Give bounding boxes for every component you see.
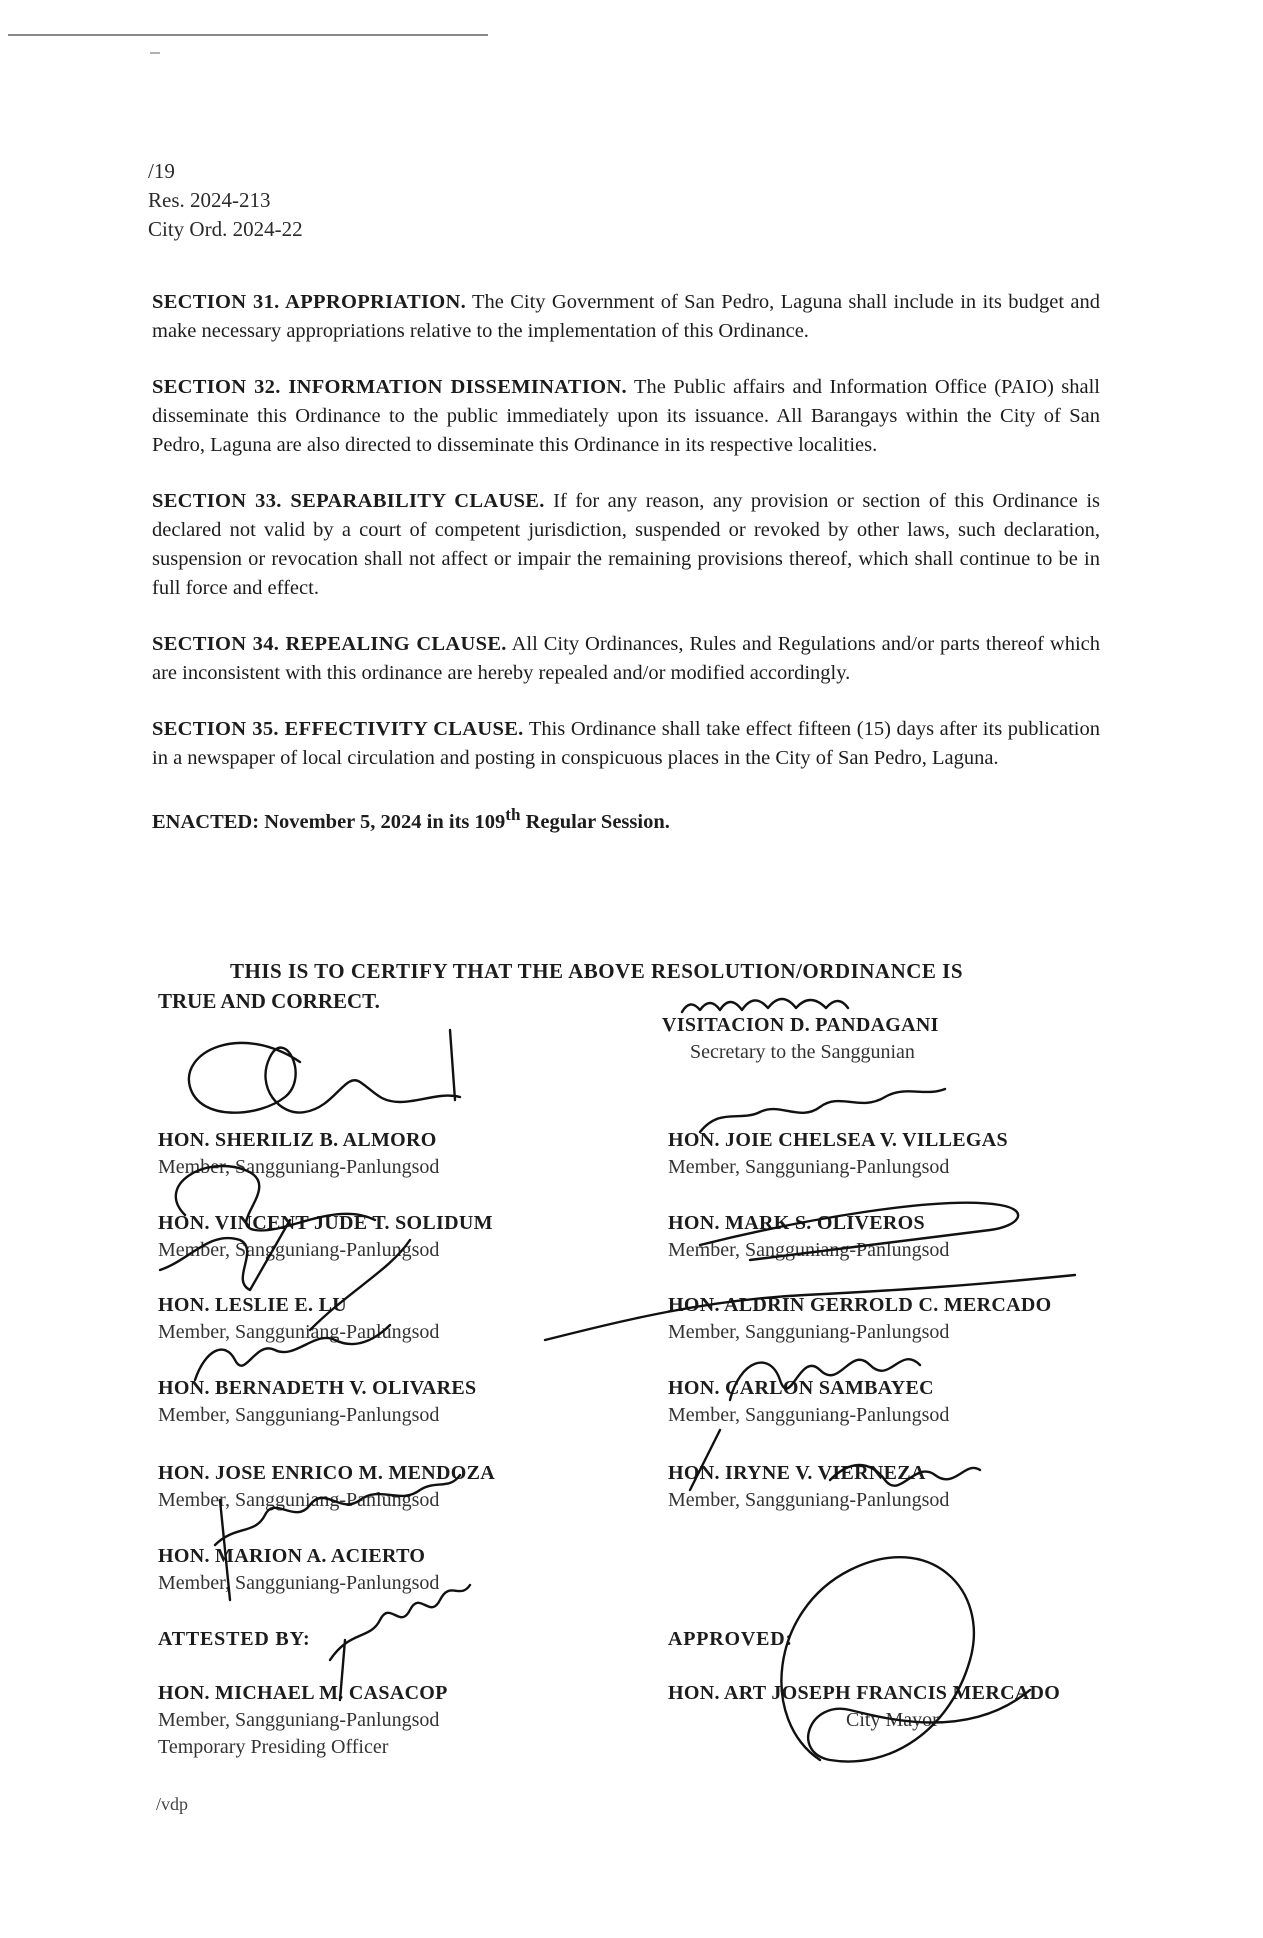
member-name: HON. JOSE ENRICO M. MENDOZA xyxy=(158,1462,496,1484)
enacted-label: ENACTED: xyxy=(152,810,260,833)
member-signature-block xyxy=(668,1375,949,1429)
member-role: Member, Sangguniang-Panlungsod xyxy=(158,1404,440,1426)
section-title: SECTION 33. SEPARABILITY CLAUSE. xyxy=(152,490,545,512)
member-signature-block xyxy=(668,1292,1051,1346)
certification-line-2: TRUE AND CORRECT. xyxy=(158,989,380,1013)
signature-almoro xyxy=(189,1030,460,1113)
section-34 xyxy=(152,630,1100,688)
section-31 xyxy=(152,288,1100,346)
secretary-signature-block xyxy=(662,1012,939,1066)
member-role: Member, Sangguniang-Panlungsod xyxy=(668,1489,950,1511)
section-text: All City Ordinances, Rules and Regulations and/or parts thereof which are inconsistent with this ordinance are hereby repealed and/or modified accordingly. xyxy=(152,633,1100,684)
approved-name: HON. ART JOSEPH FRANCIS MERCADO xyxy=(668,1682,1061,1704)
scan-speck xyxy=(150,52,160,54)
member-role: Member, Sangguniang-Panlungsod xyxy=(158,1321,440,1343)
section-32 xyxy=(152,373,1100,460)
member-name: HON. SHERILIZ B. ALMORO xyxy=(158,1129,437,1151)
member-role: Member, Sangguniang-Panlungsod xyxy=(668,1321,950,1343)
attested-name: HON. MICHAEL M. CASACOP xyxy=(158,1682,448,1704)
certification-statement xyxy=(158,956,1103,1016)
section-35 xyxy=(152,715,1100,773)
member-name: HON. CARLON SAMBAYEC xyxy=(668,1377,934,1399)
ordinal-suffix: th xyxy=(505,805,521,824)
enacted-date: November 5, 2024 in its 109 xyxy=(264,810,506,833)
ordinance-number: City Ord. 2024-22 xyxy=(148,217,303,241)
member-name: HON. LESLIE E. LU xyxy=(158,1294,348,1316)
member-signature-block xyxy=(668,1127,1008,1181)
signature-villegas xyxy=(700,1089,945,1132)
approved-role: City Mayor xyxy=(846,1709,939,1731)
member-name: HON. IRYNE V. VIERNEZA xyxy=(668,1462,926,1484)
member-role: Member, Sangguniang-Panlungsod xyxy=(668,1239,950,1261)
member-signature-block xyxy=(158,1127,439,1181)
attested-role: Member, Sangguniang-Panlungsod xyxy=(158,1709,440,1731)
member-signature-block xyxy=(158,1292,439,1346)
section-text: If for any reason, any provision or section of this Ordinance is declared not valid by a court of competent jurisdiction, suspended or revoked by other laws, such declaration, suspension or revocation shall not affect or impair the remaining provisions thereof, which shall continue to be in full force and effect. xyxy=(152,490,1100,599)
section-title: SECTION 34. REPEALING CLAUSE. xyxy=(152,633,507,655)
member-role: Member, Sangguniang-Panlungsod xyxy=(668,1156,950,1178)
member-signature-block xyxy=(668,1460,949,1514)
section-text: This Ordinance shall take effect fifteen (15) days after its publication in a newspaper of local circulation and posting in conspicuous places in the City of San Pedro, Laguna. xyxy=(152,718,1100,769)
secretary-name: VISITACION D. PANDAGANI xyxy=(662,1014,939,1036)
member-name: HON. JOIE CHELSEA V. VILLEGAS xyxy=(668,1129,1008,1151)
attested-label: ATTESTED BY: xyxy=(158,1628,311,1650)
document-header xyxy=(148,157,303,244)
section-text: The City Government of San Pedro, Laguna shall include in its budget and make necessary appropriations relative to the implementation of this Ordinance. xyxy=(152,291,1100,342)
enacted-session: Regular Session. xyxy=(525,810,670,833)
approved-signature-block xyxy=(668,1680,1060,1734)
member-role: Member, Sangguniang-Panlungsod xyxy=(158,1572,440,1594)
section-title: SECTION 32. INFORMATION DISSEMINATION. xyxy=(152,376,627,398)
section-title: SECTION 35. EFFECTIVITY CLAUSE. xyxy=(152,718,524,740)
member-name: HON. BERNADETH V. OLIVARES xyxy=(158,1377,477,1399)
member-name: HON. VINCENT JUDE T. SOLIDUM xyxy=(158,1212,493,1234)
section-text: The Public affairs and Information Office (PAIO) shall disseminate this Ordinance to the public immediately upon its issuance. All Barangays within the City of San Pedro, Laguna are also directed to disseminate this Ordinance in its respective localities. xyxy=(152,376,1100,456)
member-role: Member, Sangguniang-Panlungsod xyxy=(158,1239,440,1261)
scan-edge-line xyxy=(8,34,488,36)
approved-label: APPROVED: xyxy=(668,1628,793,1650)
member-name: HON. ALDRIN GERROLD C. MERCADO xyxy=(668,1294,1052,1316)
secretary-role: Secretary to the Sanggunian xyxy=(690,1041,915,1063)
page-reference: /19 xyxy=(148,159,175,183)
typist-initials: /vdp xyxy=(156,1794,189,1814)
resolution-number: Res. 2024-213 xyxy=(148,188,271,212)
section-title: SECTION 31. APPROPRIATION. xyxy=(152,291,467,313)
member-signature-block xyxy=(158,1543,439,1597)
section-33 xyxy=(152,487,1100,603)
certification-line-1: THIS IS TO CERTIFY THAT THE ABOVE RESOLUTION/ORDINANCE IS xyxy=(230,959,964,983)
member-role: Member, Sangguniang-Panlungsod xyxy=(158,1156,440,1178)
member-signature-block xyxy=(158,1460,495,1514)
member-signature-block xyxy=(668,1210,949,1264)
member-role: Member, Sangguniang-Panlungsod xyxy=(158,1489,440,1511)
attested-signature-block xyxy=(158,1680,448,1761)
ordinance-body xyxy=(152,288,1100,857)
attested-title: Temporary Presiding Officer xyxy=(158,1736,389,1758)
member-name: HON. MARION A. ACIERTO xyxy=(158,1545,426,1567)
member-role: Member, Sangguniang-Panlungsod xyxy=(668,1404,950,1426)
member-name: HON. MARK S. OLIVEROS xyxy=(668,1212,925,1234)
enacted-line xyxy=(152,800,1100,837)
member-signature-block xyxy=(158,1210,493,1264)
member-signature-block xyxy=(158,1375,476,1429)
